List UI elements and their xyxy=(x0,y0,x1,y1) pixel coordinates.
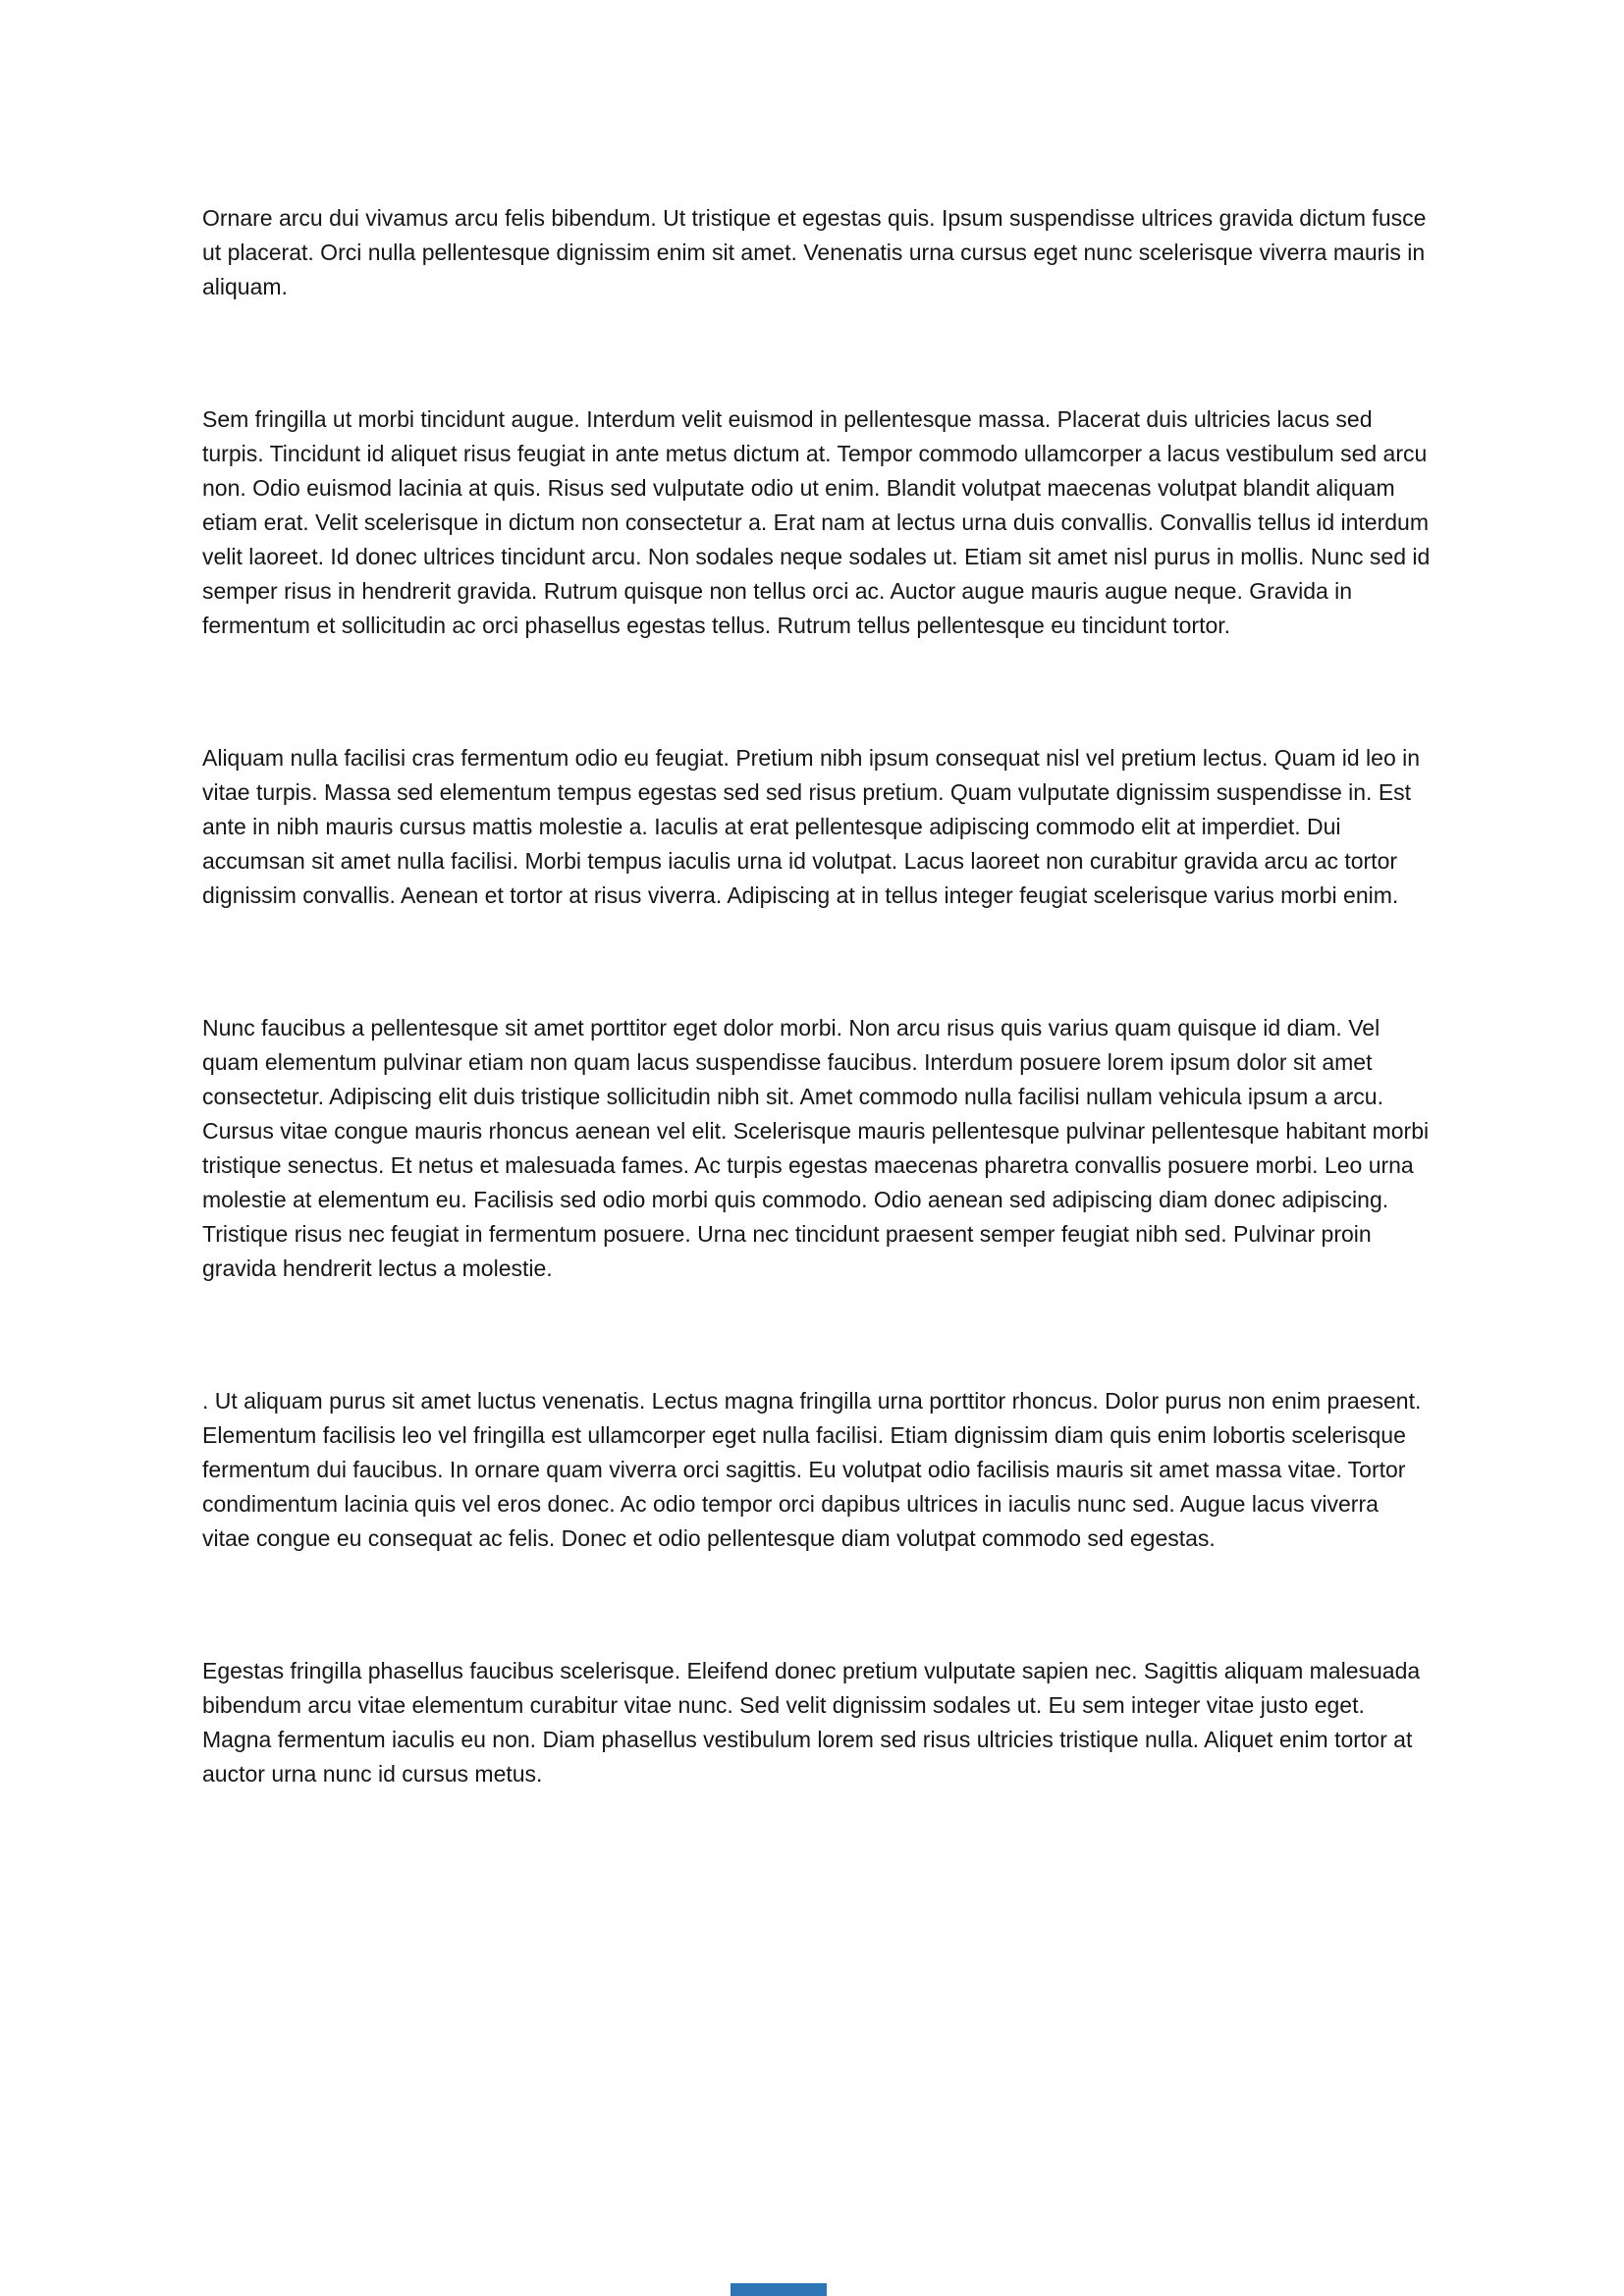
paragraph: Egestas fringilla phasellus faucibus scelerisque. Eleifend donec pretium vulputate sapien nec. Sagittis aliquam malesuada bibendum arcu vitae elementum curabitur vitae nunc. Sed velit dignissim sodales ut. Eu sem integer vitae justo eget. Magna fermentum iaculis eu non. Diam phasellus vestibulum lorem sed risus ultricies tristique nulla. Aliquet enim tortor at auctor urna nunc id cursus metus. xyxy=(202,1658,1421,1787)
paragraph: Aliquam nulla facilisi cras fermentum odio eu feugiat. Pretium nibh ipsum consequat nisl vel pretium lectus. Quam id leo in vitae turpis. Massa sed elementum tempus egestas sed sed risus pretium. Quam vulputate dignissim suspendisse in. Est ante in nibh mauris cursus mattis molestie a. Iaculis at erat pellentesque adipiscing commodo elit at imperdiet. Dui accumsan sit amet nulla facilisi. Morbi tempus iaculis urna id volutpat. Lacus laoreet non curabitur gravida arcu ac tortor dignissim convallis. Aenean et tortor at risus viverra. Adipiscing at in tellus integer feugiat scelerisque varius morbi enim. xyxy=(202,745,1421,908)
paragraph: Nunc faucibus a pellentesque sit amet porttitor eget dolor morbi. Non arcu risus quis varius quam quisque id diam. Vel quam elementum pulvinar etiam non quam lacus suspendisse faucibus. Interdum posuere lorem ipsum dolor sit amet consectetur. Adipiscing elit duis tristique sollicitudin nibh sit. Amet commodo nulla facilisi nullam vehicula ipsum a arcu. Cursus vitae congue mauris rhoncus aenean vel elit. Scelerisque mauris pellentesque pulvinar pellentesque habitant morbi tristique senectus. Et netus et malesuada fames. Ac turpis egestas maecenas pharetra convallis posuere morbi. Leo urna molestie at elementum eu. Facilisis sed odio morbi quis commodo. Odio aenean sed adipiscing diam donec adipiscing. Tristique risus nec feugiat in fermentum posuere. Urna nec tincidunt praesent semper feugiat nibh sed. Pulvinar proin gravida hendrerit lectus a molestie. xyxy=(202,1015,1430,1281)
text-column xyxy=(202,201,1432,1791)
paragraph: Sem fringilla ut morbi tincidunt augue. Interdum velit euismod in pellentesque massa. Placerat duis ultricies lacus sed turpis. Tincidunt id aliquet risus feugiat in ante metus dictum at. Tempor commodo ullamcorper a lacus vestibulum sed arcu non. Odio euismod lacinia at quis. Risus sed vulputate odio ut enim. Blandit volutpat maecenas volutpat blandit aliquam etiam erat. Velit scelerisque in dictum non consectetur a. Erat nam at lectus urna duis convallis. Convallis tellus id interdum velit laoreet. Id donec ultrices tincidunt arcu. Non sodales neque sodales ut. Etiam sit amet nisl purus in mollis. Nunc sed id semper risus in hendrerit gravida. Rutrum quisque non tellus orci ac. Auctor augue mauris augue neque. Gravida in fermentum et sollicitudin ac orci phasellus egestas tellus. Rutrum tellus pellentesque eu tincidunt tortor. xyxy=(202,406,1431,638)
paragraph: Ornare arcu dui vivamus arcu felis bibendum. Ut tristique et egestas quis. Ipsum suspendisse ultrices gravida dictum fusce ut placerat. Orci nulla pellentesque dignissim enim sit amet. Venenatis urna cursus eget nunc scelerisque viverra mauris in aliquam. xyxy=(202,205,1427,299)
paragraph: . Ut aliquam purus sit amet luctus venenatis. Lectus magna fringilla urna porttitor rhoncus. Dolor purus non enim praesent. Elementum facilisis leo vel fringilla est ullamcorper eget nulla facilisi. Etiam dignissim diam quis enim lobortis scelerisque fermentum dui faucibus. In ornare quam viverra orci sagittis. Eu volutpat odio facilisis mauris sit amet massa vitae. Tortor condimentum lacinia quis vel eros donec. Ac odio tempor orci dapibus ultrices in iaculis nunc sed. Augue lacus viverra vitae congue eu consequat ac felis. Donec et odio pellentesque diam volutpat commodo sed egestas. xyxy=(202,1388,1422,1551)
clipped-blue-bar xyxy=(731,2283,827,2296)
